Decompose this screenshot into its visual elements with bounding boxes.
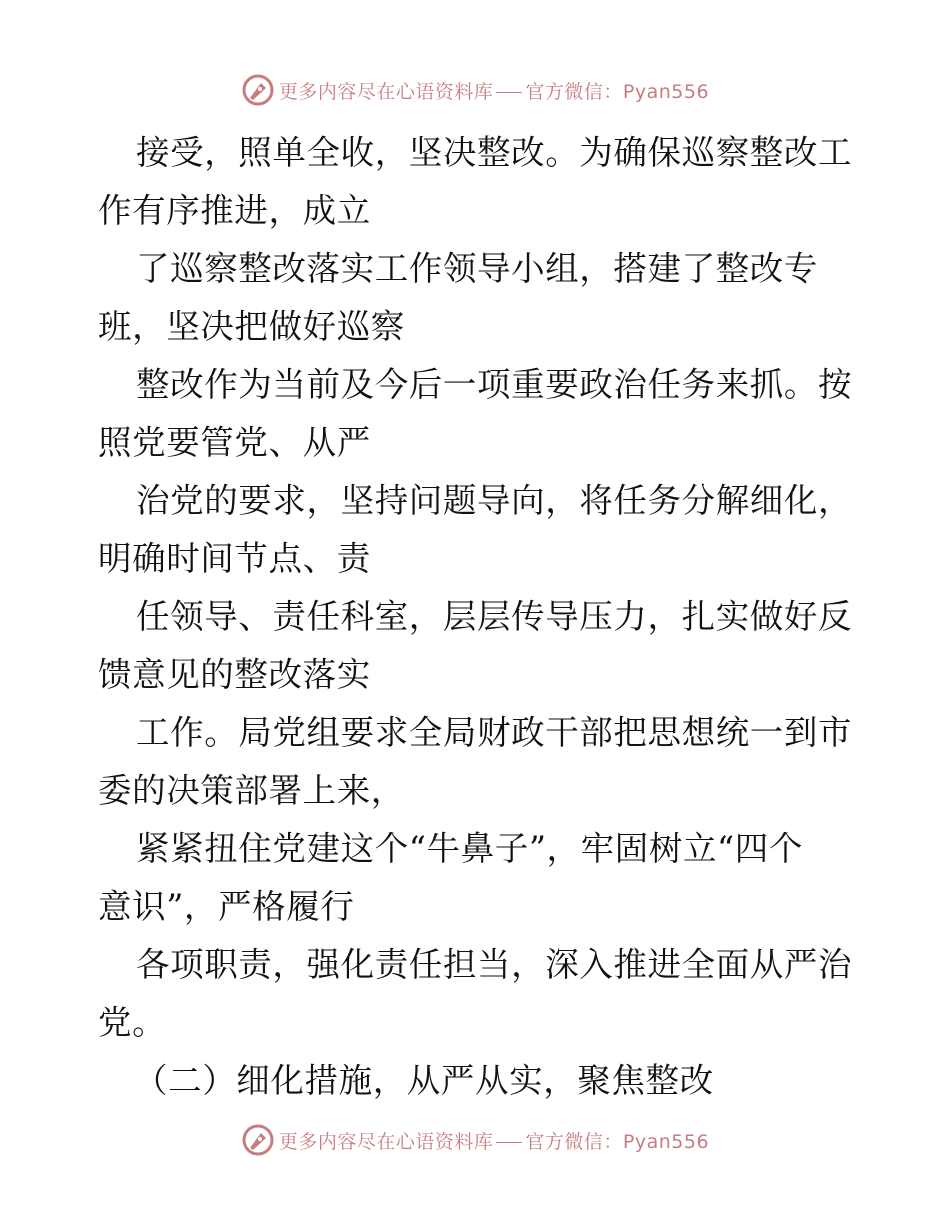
paragraph-line: 工作。局党组要求全局财政干部把思想统一到市 (136, 713, 853, 752)
paragraph-line: 照党要管党、从严 (98, 423, 371, 462)
watermark-dash (496, 1142, 522, 1143)
watermark-text (279, 1127, 709, 1154)
watermark-dash (496, 92, 522, 93)
document-body (98, 124, 858, 1110)
paragraph-line: 馈意见的整改落实 (98, 655, 371, 694)
watermark-tail-text: 官方微信：Pyan556 (525, 1130, 710, 1153)
watermark-banner-bottom (0, 1120, 950, 1160)
paragraph-line: 党。 (98, 1003, 167, 1042)
paragraph-line: 治党的要求，坚持问题导向，将任务分解细化， (136, 481, 853, 520)
watermark-banner-top (0, 70, 950, 110)
paragraph-line: 接受，照单全收，坚决整改。为确保巡察整改工 (136, 133, 853, 172)
paragraph-line: 意识”，严格履行 (98, 887, 355, 926)
pen-nib-logo-icon (241, 1123, 275, 1157)
paragraph-line: 各项职责，强化责任担当，深入推进全面从严治 (136, 945, 853, 984)
paragraph-line: 整改作为当前及今后一项重要政治任务来抓。按 (136, 365, 853, 404)
paragraph-line: 明确时间节点、责 (98, 539, 371, 578)
watermark-main-text: 更多内容尽在心语资料库 (278, 1130, 494, 1153)
paragraph-line: 了巡察整改落实工作领导小组，搭建了整改专 (136, 249, 818, 288)
pen-nib-logo-icon (241, 73, 275, 107)
watermark-main-text: 更多内容尽在心语资料库 (278, 80, 494, 103)
watermark-tail-text: 官方微信：Pyan556 (525, 80, 710, 103)
paragraph-line: 作有序推进，成立 (98, 191, 371, 230)
watermark-text (279, 77, 709, 104)
paragraph-line: 班，坚决把做好巡察 (98, 307, 405, 346)
paragraph-line: 委的决策部署上来， (98, 771, 405, 810)
section-heading: （二）细化措施，从严从实，聚焦整改 (134, 1061, 714, 1100)
paragraph-line: 紧紧扭住党建这个“牛鼻子”，牢固树立“四个 (136, 829, 803, 868)
paragraph-line: 任领导、责任科室，层层传导压力，扎实做好反 (136, 597, 853, 636)
